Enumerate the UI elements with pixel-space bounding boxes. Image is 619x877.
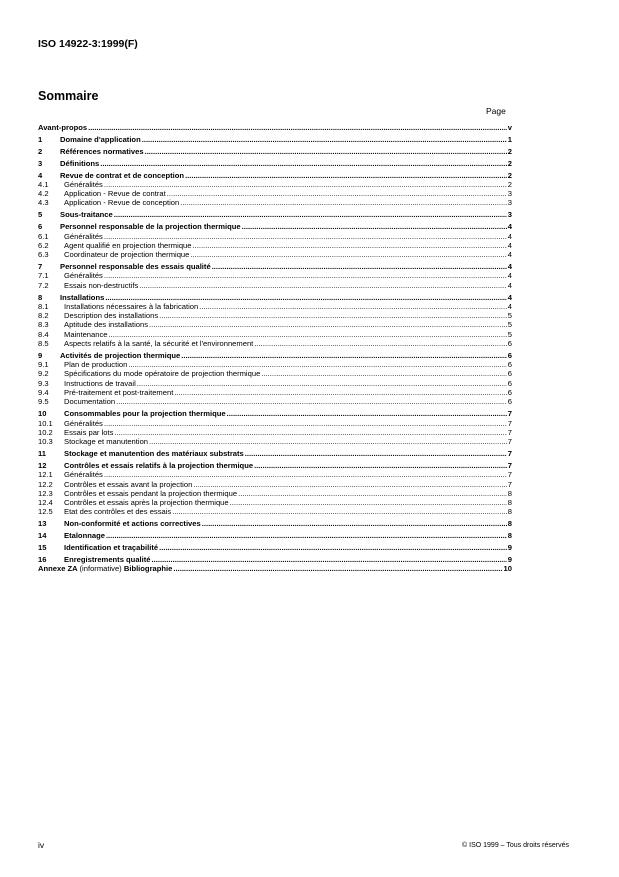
toc-subsection-entry[interactable]: [38, 419, 512, 428]
toc-dot-leader: [181, 351, 507, 360]
toc-dot-leader: [88, 123, 507, 132]
toc-entry-number: 9.2: [38, 369, 49, 379]
toc-section-entry[interactable]: [38, 519, 512, 528]
toc-dot-leader: [193, 241, 507, 250]
toc-entry-label: Stockage et manutention: [64, 437, 149, 447]
toc-entry-number: 4: [38, 170, 43, 180]
toc-section-entry[interactable]: [38, 210, 512, 219]
toc-entry-label: Documentation: [64, 397, 116, 407]
toc-entry-number: 6.3: [38, 250, 49, 260]
toc-entry-page: 10: [503, 564, 512, 574]
toc-entry-number: 12: [38, 460, 47, 470]
toc-entry-number: 6.2: [38, 240, 49, 250]
toc-entry-page: 7: [507, 437, 512, 447]
annex-note: (informative): [79, 564, 122, 574]
toc-entry-number: 11: [38, 449, 47, 459]
toc-subsection-entry[interactable]: [38, 507, 512, 516]
toc-annex-entry[interactable]: [38, 564, 512, 573]
toc-entry-page: v: [507, 123, 512, 132]
toc-dot-leader: [145, 147, 507, 156]
toc-entry-page: 9: [507, 543, 512, 553]
toc-dot-leader: [159, 311, 507, 320]
toc-entry-number: 1: [38, 134, 43, 144]
toc-section-entry[interactable]: [38, 123, 512, 132]
document-id-header: ISO 14922-3:1999(F): [38, 38, 138, 50]
toc-entry-label: Instructions de travail: [64, 378, 136, 388]
toc-entry-page: 4: [507, 250, 512, 260]
toc-section-entry[interactable]: [38, 159, 512, 168]
toc-entry-label: Identification et traçabilité: [64, 543, 159, 553]
toc-entry-page: 2: [507, 146, 512, 156]
toc-annex-label: [38, 564, 172, 573]
toc-dot-leader: [227, 409, 507, 418]
toc-entry-page: 3: [507, 210, 512, 220]
toc-subsection-entry[interactable]: [38, 339, 512, 348]
toc-entry-page: 6: [507, 369, 512, 379]
toc-section-entry[interactable]: [38, 293, 512, 302]
toc-entry-label: Plan de production: [64, 360, 128, 370]
toc-dot-leader: [106, 531, 507, 540]
toc-entry-label: Spécifications du mode opératoire de projection thermique: [64, 369, 261, 379]
toc-dot-leader: [193, 480, 506, 489]
toc-entry-page: 3: [507, 189, 512, 199]
toc-subsection-entry[interactable]: [38, 198, 512, 207]
toc-entry-number: 10.1: [38, 418, 53, 428]
toc-entry-label: Aptitude des installations: [64, 320, 149, 330]
toc-entry-label: Etat des contrôles et des essais: [64, 507, 172, 517]
toc-entry-label: Généralités: [64, 231, 103, 241]
toc-entry-label: Contrôles et essais après la projection thermique: [64, 498, 229, 508]
toc-entry-label: Domaine d'application: [60, 134, 141, 144]
toc-subsection-entry[interactable]: [38, 470, 512, 479]
toc-dot-leader: [190, 250, 506, 259]
toc-subsection-entry[interactable]: [38, 379, 512, 388]
toc-entry-label: Avant-propos: [38, 123, 88, 132]
toc-section-entry[interactable]: [38, 531, 512, 540]
toc-dot-leader: [152, 555, 507, 564]
toc-dot-leader: [173, 564, 502, 573]
toc-entry-page: 7: [507, 409, 512, 419]
toc-dot-leader: [159, 543, 507, 552]
toc-dot-leader: [185, 171, 507, 180]
toc-dot-leader: [167, 189, 507, 198]
toc-entry-label: Définitions: [60, 158, 100, 168]
toc-entry-page: 8: [507, 507, 512, 517]
toc-entry-page: 2: [507, 170, 512, 180]
toc-entry-page: 7: [507, 479, 512, 489]
toc-entry-page: 4: [507, 240, 512, 250]
toc-entry-label: Agent qualifié en projection thermique: [64, 240, 192, 250]
toc-entry-page: 8: [507, 531, 512, 541]
toc-entry-label: Non-conformité et actions correctives: [64, 519, 201, 529]
toc-dot-leader: [149, 437, 507, 446]
toc-entry-label: Généralités: [64, 470, 103, 480]
annex-name: Annexe ZA: [38, 564, 78, 574]
toc-entry-label: Maintenance: [64, 329, 108, 339]
toc-section-entry[interactable]: [38, 409, 512, 418]
toc-entry-page: 2: [507, 179, 512, 189]
toc-entry-number: 16: [38, 554, 47, 564]
toc-dot-leader: [100, 159, 507, 168]
toc-section-entry[interactable]: [38, 461, 512, 470]
toc-entry-number: 7.1: [38, 271, 49, 281]
toc-entry-label: Stockage et manutention des matériaux substrats: [64, 449, 244, 459]
toc-dot-leader: [254, 461, 507, 470]
toc-subsection-entry[interactable]: [38, 437, 512, 446]
toc-entry-page: 7: [507, 470, 512, 480]
toc-entry-page: 8: [507, 488, 512, 498]
toc-subsection-entry[interactable]: [38, 369, 512, 378]
toc-entry-page: 5: [507, 329, 512, 339]
toc-entry-label: Etalonnage: [64, 531, 105, 541]
toc-entry-label: Enregistrements qualité: [64, 554, 151, 564]
toc-subsection-entry[interactable]: [38, 302, 512, 311]
toc-entry-label: Références normatives: [60, 146, 144, 156]
page-column-label: Page: [486, 106, 506, 116]
toc-entry-number: 15: [38, 543, 47, 553]
toc-section-entry[interactable]: [38, 543, 512, 552]
toc-entry-number: 8.2: [38, 311, 49, 321]
toc-entry-label: Généralités: [64, 418, 103, 428]
toc-entry-label: Essais non-destructifs: [64, 280, 139, 290]
toc-subsection-entry[interactable]: [38, 320, 512, 329]
toc-dot-leader: [202, 519, 507, 528]
annex-title: Bibliographie: [123, 564, 173, 574]
toc-entry-number: 8.1: [38, 301, 49, 311]
toc-entry-label: Personnel responsable de la projection thermique: [60, 222, 241, 232]
toc-entry-number: 9: [38, 350, 43, 360]
toc-entry-number: 9.4: [38, 388, 49, 398]
toc-entry-page: 7: [507, 449, 512, 459]
toc-dot-leader: [105, 293, 506, 302]
toc-entry-number: 4.1: [38, 179, 49, 189]
toc-entry-page: 7: [507, 460, 512, 470]
toc-subsection-entry[interactable]: [38, 241, 512, 250]
toc-entry-number: 4.2: [38, 189, 49, 199]
toc-entry-number: 8: [38, 292, 43, 302]
toc-section-entry[interactable]: [38, 135, 512, 144]
toc-dot-leader: [104, 271, 507, 280]
toc-entry-number: 7: [38, 262, 43, 272]
toc-subsection-entry[interactable]: [38, 489, 512, 498]
toc-dot-leader: [212, 262, 507, 271]
toc-dot-leader: [238, 489, 507, 498]
toc-entry-number: 12.4: [38, 498, 53, 508]
toc-entry-page: 4: [507, 271, 512, 281]
toc-entry-page: 6: [507, 378, 512, 388]
toc-subsection-entry[interactable]: [38, 428, 512, 437]
toc-dot-leader: [137, 379, 507, 388]
toc-entry-page: 8: [507, 498, 512, 508]
toc-entry-label: Contrôles et essais relatifs à la projection thermique: [64, 460, 254, 470]
toc-entry-number: 9.1: [38, 360, 49, 370]
toc-entry-number: 10.3: [38, 437, 53, 447]
toc-entry-number: 8.5: [38, 338, 49, 348]
toc-entry-label: Contrôles et essais pendant la projection thermique: [64, 488, 238, 498]
toc-entry-label: Aspects relatifs à la santé, la sécurité et l'environnement: [64, 338, 254, 348]
toc-entry-number: 12.5: [38, 507, 53, 517]
toc-subsection-entry[interactable]: [38, 311, 512, 320]
toc-subsection-entry[interactable]: [38, 271, 512, 280]
toc-entry-number: 8.4: [38, 329, 49, 339]
toc-dot-leader: [180, 198, 507, 207]
toc-entry-label: Pré-traitement et post-traitement: [64, 388, 174, 398]
toc-entry-label: Généralités: [64, 179, 103, 189]
toc-entry-number: 3: [38, 158, 43, 168]
toc-entry-page: 4: [507, 301, 512, 311]
toc-subsection-entry[interactable]: [38, 232, 512, 241]
toc-subsection-entry[interactable]: [38, 250, 512, 259]
toc-dot-leader: [116, 397, 507, 406]
toc-subsection-entry[interactable]: [38, 180, 512, 189]
toc-dot-leader: [139, 281, 506, 290]
toc-entry-number: 4.3: [38, 198, 49, 208]
toc-section-entry[interactable]: [38, 351, 512, 360]
toc-entry-number: 10: [38, 409, 47, 419]
toc-entry-page: 6: [507, 350, 512, 360]
toc-dot-leader: [230, 498, 507, 507]
toc-entry-label: Installations nécessaires à la fabrication: [64, 301, 199, 311]
toc-entry-page: 4: [507, 280, 512, 290]
toc-section-entry[interactable]: [38, 222, 512, 231]
toc-entry-label: Revue de contrat et de conception: [60, 170, 185, 180]
table-of-contents: [38, 123, 512, 574]
toc-dot-leader: [108, 330, 506, 339]
toc-entry-page: 6: [507, 397, 512, 407]
toc-entry-label: Application - Revue de conception: [64, 198, 180, 208]
toc-section-entry[interactable]: [38, 555, 512, 564]
toc-subsection-entry[interactable]: [38, 480, 512, 489]
toc-entry-label: Application - Revue de contrat: [64, 189, 166, 199]
toc-entry-label: Sous-traitance: [60, 210, 113, 220]
toc-entry-page: 6: [507, 388, 512, 398]
toc-dot-leader: [104, 232, 507, 241]
toc-dot-leader: [104, 419, 507, 428]
toc-entry-number: 12.3: [38, 488, 53, 498]
toc-entry-page: 7: [507, 418, 512, 428]
toc-entry-label: Consommables pour la projection thermique: [64, 409, 226, 419]
toc-entry-label: Installations: [60, 292, 105, 302]
toc-entry-number: 14: [38, 531, 47, 541]
toc-entry-page: 3: [507, 198, 512, 208]
toc-entry-page: 7: [507, 427, 512, 437]
toc-entry-page: 1: [507, 134, 512, 144]
toc-dot-leader: [174, 388, 506, 397]
toc-dot-leader: [104, 470, 507, 479]
toc-entry-number: 9.3: [38, 378, 49, 388]
toc-entry-page: 8: [507, 519, 512, 529]
toc-entry-number: 12.2: [38, 479, 53, 489]
toc-dot-leader: [142, 135, 507, 144]
toc-section-entry[interactable]: [38, 171, 512, 180]
toc-subsection-entry[interactable]: [38, 397, 512, 406]
toc-entry-label: Contrôles et essais avant la projection: [64, 479, 193, 489]
toc-dot-leader: [149, 320, 507, 329]
toc-entry-label: Activités de projection thermique: [60, 350, 181, 360]
toc-entry-label: Généralités: [64, 271, 103, 281]
toc-entry-label: Description des installations: [64, 311, 159, 321]
footer-copyright: © ISO 1999 – Tous droits réservés: [462, 842, 569, 849]
toc-entry-page: 9: [507, 554, 512, 564]
toc-entry-number: 5: [38, 210, 43, 220]
toc-entry-number: 10.2: [38, 427, 53, 437]
toc-subsection-entry[interactable]: [38, 360, 512, 369]
toc-entry-page: 2: [507, 158, 512, 168]
toc-dot-leader: [114, 428, 506, 437]
toc-entry-page: 4: [507, 292, 512, 302]
toc-section-entry[interactable]: [38, 449, 512, 458]
toc-entry-number: 2: [38, 146, 43, 156]
toc-dot-leader: [128, 360, 506, 369]
toc-subsection-entry[interactable]: [38, 388, 512, 397]
toc-subsection-entry[interactable]: [38, 189, 512, 198]
toc-dot-leader: [104, 180, 507, 189]
toc-entry-page: 5: [507, 311, 512, 321]
toc-entry-number: 6: [38, 222, 43, 232]
toc-subsection-entry[interactable]: [38, 330, 512, 339]
toc-subsection-entry[interactable]: [38, 281, 512, 290]
toc-entry-page: 6: [507, 360, 512, 370]
toc-dot-leader: [254, 339, 506, 348]
toc-entry-label: Essais par lots: [64, 427, 114, 437]
toc-entry-number: 12.1: [38, 470, 53, 480]
toc-entry-number: 7.2: [38, 280, 49, 290]
toc-entry-page: 4: [507, 262, 512, 272]
toc-dot-leader: [172, 507, 507, 516]
toc-entry-number: 13: [38, 519, 47, 529]
footer-page-number: iv: [38, 840, 45, 850]
toc-entry-number: 6.1: [38, 231, 49, 241]
toc-dot-leader: [114, 210, 507, 219]
toc-section-entry[interactable]: [38, 262, 512, 271]
toc-dot-leader: [245, 449, 507, 458]
toc-dot-leader: [261, 369, 506, 378]
toc-subsection-entry[interactable]: [38, 498, 512, 507]
toc-entry-number: 9.5: [38, 397, 49, 407]
toc-entry-number: 8.3: [38, 320, 49, 330]
toc-dot-leader: [199, 302, 507, 311]
toc-entry-page: 4: [507, 222, 512, 232]
toc-title: Sommaire: [38, 89, 99, 103]
toc-entry-label: Coordinateur de projection thermique: [64, 250, 190, 260]
toc-section-entry[interactable]: [38, 147, 512, 156]
toc-entry-page: 5: [507, 320, 512, 330]
toc-dot-leader: [242, 222, 507, 231]
toc-entry-page: 6: [507, 338, 512, 348]
toc-entry-label: Personnel responsable des essais qualité: [60, 262, 211, 272]
toc-entry-page: 4: [507, 231, 512, 241]
